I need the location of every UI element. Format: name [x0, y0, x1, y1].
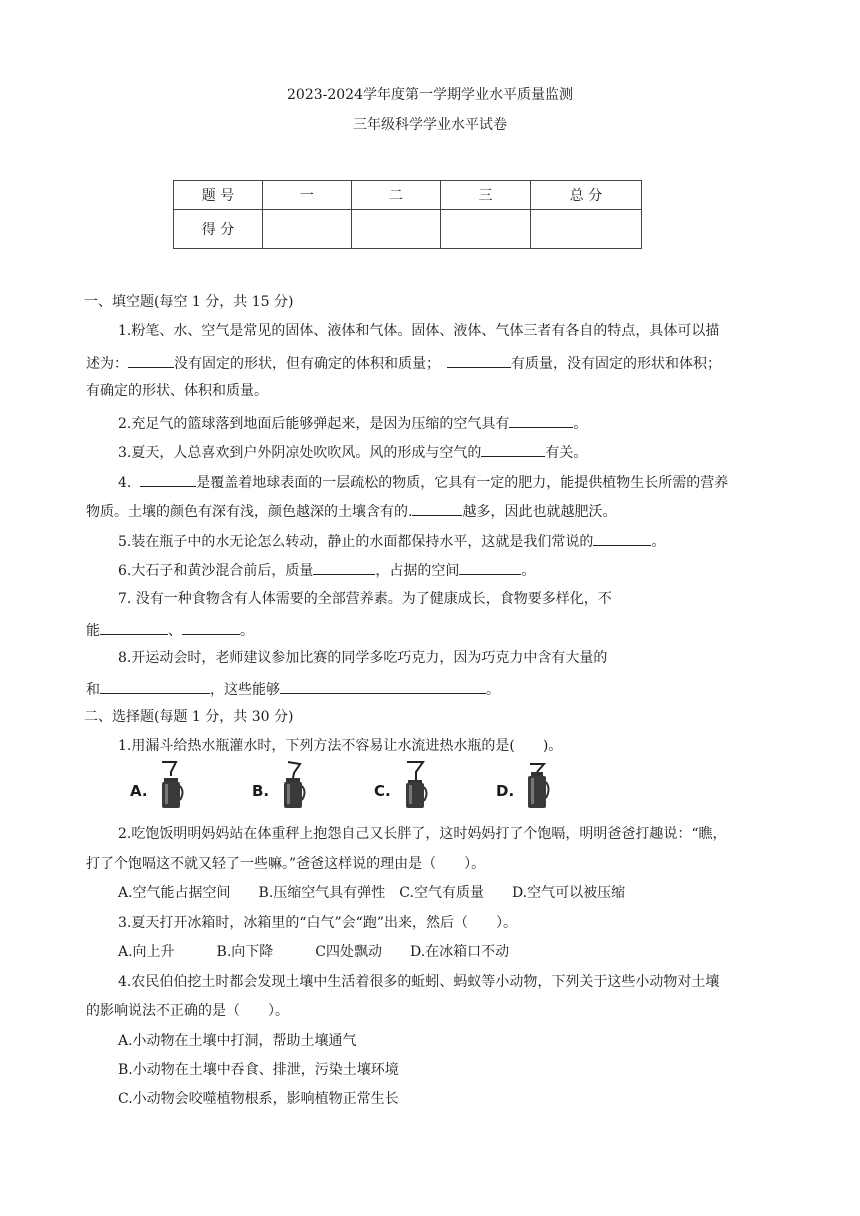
s1-q1-line2: 述为： 没有固定的形状，但有确定的体积和质量； 有质量，没有固定的形状和体积； [86, 353, 721, 373]
s2-q4-line2: 的影响说法不正确的是（ ）。 [86, 1003, 289, 1019]
s2-q4-option-b[interactable]: B.小动物在土壤中吞食、排泄，污染土壤环境 [118, 1062, 399, 1078]
section1-heading: 一、填空题(每空 1 分，共 15 分) [84, 294, 294, 310]
funnel-bottle-icon [400, 760, 430, 810]
option-b-figure[interactable] [252, 760, 322, 810]
answer-blank[interactable] [128, 353, 174, 368]
answer-blank[interactable] [280, 679, 486, 694]
option-a-figure[interactable] [130, 760, 200, 810]
answer-blank[interactable] [140, 472, 196, 487]
s1-q4-line1: 4. 是覆盖着地球表面的一层疏松的物质，它具有一定的肥力，能提供植物生长所需的营养 [118, 472, 728, 492]
option-d-figure[interactable] [496, 760, 566, 810]
option-c-label: C. [374, 782, 391, 800]
s2-q2-line2: 打了个饱嗝这不就又轻了一些嘛。”爸爸这样说的理由是（ ）。 [86, 856, 486, 872]
option-c-figure[interactable] [374, 760, 444, 810]
answer-blank[interactable] [509, 413, 573, 428]
s1-q8-line1: 8.开运动会时，老师建议参加比赛的同学多吃巧克力，因为巧克力中含有大量的 [118, 650, 608, 666]
answer-blank[interactable] [447, 353, 511, 368]
s1-q8-line2: 和 ，这些能够 。 [86, 679, 500, 699]
score-cell-2 [352, 210, 441, 249]
score-header-cell: 一 [263, 181, 352, 210]
funnel-bottle-icon [522, 760, 552, 810]
answer-blank[interactable] [412, 501, 462, 516]
answer-blank[interactable] [313, 560, 375, 575]
answer-blank[interactable] [182, 620, 240, 635]
s1-q7-line1: 7. 没有一种食物含有人体需要的全部营养素。为了健康成长，食物要多样化，不 [118, 591, 612, 607]
score-table-score-row [174, 210, 642, 249]
funnel-bottle-icon [156, 760, 186, 810]
option-a-label: A. [130, 782, 148, 800]
s2-q2-line1: 2.吃饱饭明明妈妈站在体重秤上抱怨自己又长胖了，这时妈妈打了个饱嗝，明明爸爸打趣说：“瞧， [118, 826, 727, 842]
score-header-cell: 三 [441, 181, 531, 210]
s1-q4-line2: 物质。土壤的颜色有深有浅，颜色越深的土壤含有的. 越多，因此也就越肥沃。 [86, 501, 616, 521]
s1-q1-line1: 1.粉笔、水、空气是常见的固体、液体和气体。固体、液体、气体三者有各自的特点，具体可以描 [118, 323, 720, 339]
s1-q5: 5.装在瓶子中的水无论怎么转动，静止的水面都保持水平，这就是我们常说的 。 [118, 531, 665, 551]
s2-q4-line1: 4.农民伯伯挖土时都会发现土壤中生活着很多的蚯蚓、蚂蚁等小动物，下列关于这些小动物对土壤 [118, 974, 720, 990]
s2-q3-options[interactable]: A.向上升 B.向下降 C四处飘动 D.在冰箱口不动 [118, 944, 510, 960]
s2-q1-options-figures [130, 760, 550, 810]
s2-q4-option-c[interactable]: C.小动物会咬噬植物根系，影响植物正常生长 [118, 1091, 399, 1107]
s1-q6: 6.大石子和黄沙混合前后，质量 ，占据的空间 。 [118, 560, 535, 580]
s1-q2: 2.充足气的篮球落到地面后能够弹起来，是因为压缩的空气具有 。 [118, 413, 587, 433]
s2-q2-options[interactable]: A.空气能占据空间 B.压缩空气具有弹性 C.空气有质量 D.空气可以被压缩 [118, 885, 626, 901]
score-table-header-row [174, 181, 642, 210]
answer-blank[interactable] [100, 620, 168, 635]
option-d-label: D. [496, 782, 515, 800]
exam-title-line1: 2023-2024学年度第一学期学业水平质量监测 [287, 87, 573, 103]
s2-q4-option-a[interactable]: A.小动物在土壤中打洞，帮助土壤通气 [118, 1033, 357, 1049]
answer-blank[interactable] [459, 560, 521, 575]
s2-q1-stem: 1.用漏斗给热水瓶灌水时，下列方法不容易让水流进热水瓶的是( )。 [118, 738, 563, 754]
funnel-bottle-icon [278, 760, 308, 810]
score-cell-total [531, 210, 642, 249]
score-table [173, 180, 642, 249]
answer-blank[interactable] [481, 442, 545, 457]
option-b-label: B. [252, 782, 270, 800]
score-row-label: 得 分 [174, 210, 263, 249]
s1-q1-line3: 有确定的形状、体积和质量。 [86, 383, 268, 399]
score-header-cell: 总 分 [531, 181, 642, 210]
score-cell-3 [441, 210, 531, 249]
s1-q3: 3.夏天，人总喜欢到户外阴凉处吹吹风。风的形成与空气的 有关。 [118, 442, 587, 462]
s2-q3-stem: 3.夏天打开冰箱时，冰箱里的“白气”会“跑”出来，然后（ ）。 [118, 915, 517, 931]
section2-heading: 二、选择题(每题 1 分，共 30 分) [84, 709, 294, 725]
exam-title-line2: 三年级科学学业水平试卷 [353, 117, 507, 133]
score-header-cell: 题 号 [174, 181, 263, 210]
score-header-cell: 二 [352, 181, 441, 210]
score-cell-1 [263, 210, 352, 249]
answer-blank[interactable] [100, 679, 210, 694]
s1-q7-line2: 能 、 。 [86, 620, 254, 640]
answer-blank[interactable] [593, 531, 651, 546]
